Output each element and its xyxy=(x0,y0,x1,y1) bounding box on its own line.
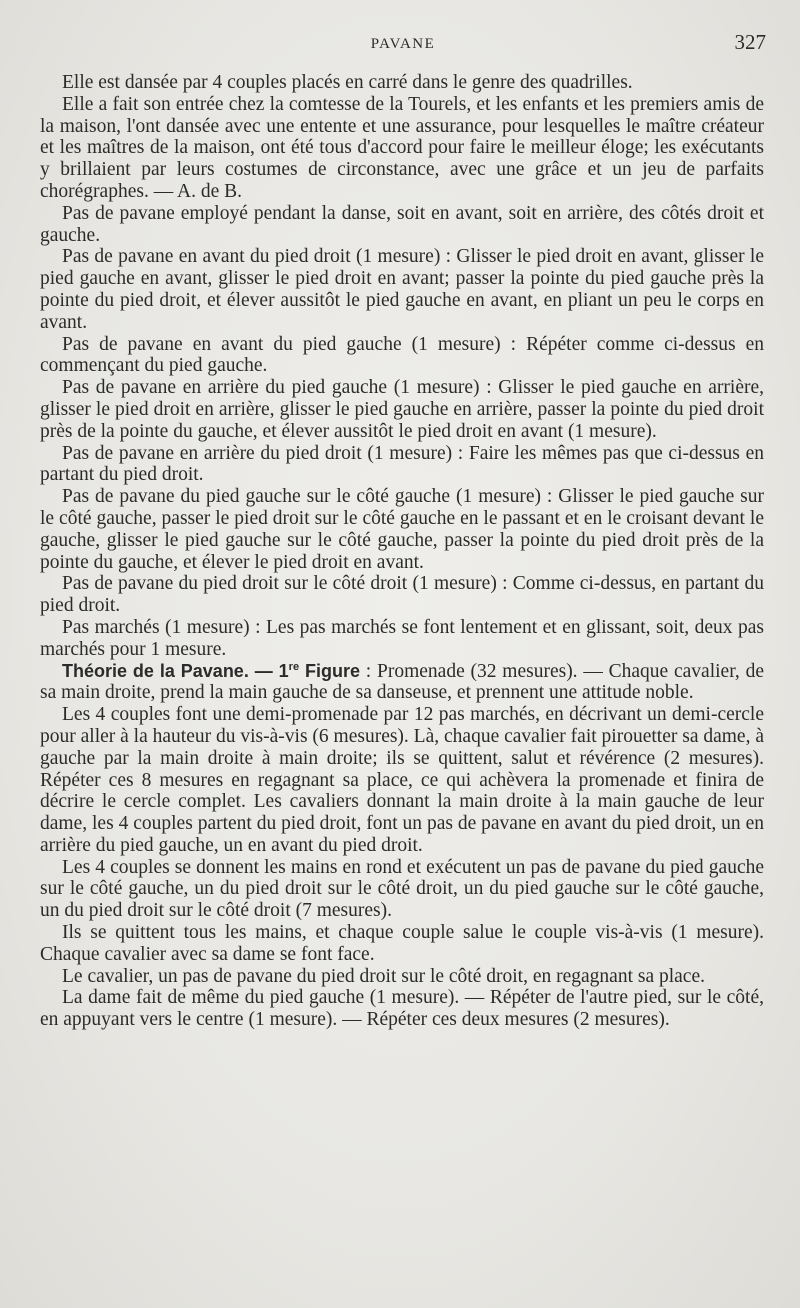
paragraph-rond: Les 4 couples se donnent les mains en rond et exécutent un pas de pavane du pied gauche sur le côté gauche, un du pied droit sur le côté droit, un du pied gauche sur le côté gauche, un du pied droit sur le côté droit (7 mesures). xyxy=(40,856,764,922)
paragraph-intro: Elle est dansée par 4 couples placés en carré dans le genre des quadrilles. xyxy=(62,72,633,93)
paragraph-arriere-droit: Pas de pavane en arrière du pied droit (1 mesure) : Faire les mêmes pas que ci-dessus en partant du pied droit. xyxy=(40,442,764,486)
paragraph-arriere-gauche: Pas de pavane en arrière du pied gauche (1 mesure) : Glisser le pied gauche en arrière, glisser le pied droit en arrière, glisser le pied gauche en arrière, passer la pointe du pied droit près de la pointe du gauche, et élever aussitôt le pied droit en avant (1 mesure). xyxy=(40,377,764,442)
paragraph-history: Elle a fait son entrée chez la comtesse de la Tourels, et les enfants et les premiers amis de la maison, l'ont dansée avec une entente et une assurance, pour lesquelles le maître créateur et les maîtres de la maison, ont été tous d'accord pour faire le meilleur éloge; les exécutants y brillaient par leurs costumes de circonstance, avec une grâce et un jeu de parfaits chorégraphes. — A. de B. xyxy=(40,93,764,202)
ordinal-superscript: re xyxy=(288,660,300,673)
paragraph-cote-droit: Pas de pavane du pied droit sur le côté droit (1 mesure) : Comme ci-dessus, en partant du pied droit. xyxy=(40,573,764,617)
page-number: 327 xyxy=(734,30,766,54)
paragraph-dame: La dame fait de même du pied gauche (1 mesure). — Répéter de l'autre pied, sur le côté, en appuyant vers le centre (1 mesure). — Répéter ces deux mesures (2 mesures). xyxy=(40,987,764,1031)
paragraph-demi-promenade: Les 4 couples font une demi-promenade par 12 pas marchés, en décrivant un demi-cercle pour aller à la hauteur du vis-à-vis (6 mesures). Là, chaque cavalier fait pirouetter sa dame, à gauche par la main droite à main droite; ils se quittent, salut et révérence (2 mesures). Répéter ces 8 mesures en regagnant sa place, ce qui achèvera la promenade et finira de décrire le cercle complet. Les cavaliers donnant la main droite à la main gauche de leur dame, les 4 couples partent du pied droit, font un pas de pavane en avant du pied droit, un en arrière du pied gauche, un en avant du pied droit. xyxy=(40,704,764,856)
section-heading xyxy=(62,661,360,681)
section-heading-text: : Promenade (32 mesures). — Chaque cavalier, de sa main droite, prend la main gauche de sa danseuse, et prennent une attitude noble. xyxy=(40,660,764,704)
paragraph-avant-gauche: Pas de pavane en avant du pied gauche (1 mesure) : Répéter comme ci-dessus en commençant du pied gauche. xyxy=(40,333,764,377)
paragraph-theorie xyxy=(40,661,764,705)
paragraph-cote-gauche: Pas de pavane du pied gauche sur le côté gauche (1 mesure) : Glisser le pied gauche sur le côté gauche, passer le pied droit sur le côté gauche en le passant et en le croisant devant le gauche, glisser le pied gauche sur le côté gauche, passer la pointe du pied droit près de la pointe du gauche, et élever le pied droit en avant. xyxy=(40,486,764,573)
paragraph-salut: Ils se quittent tous les mains, et chaque couple salue le couple vis-à-vis (1 mesure). Chaque cavalier avec sa dame se font face. xyxy=(40,922,764,965)
paragraph-pas-marches: Pas marchés (1 mesure) : Les pas marchés se font lentement et en glissant, soit, deux pas marchés pour 1 mesure. xyxy=(40,616,764,660)
paragraph-cavalier: Le cavalier, un pas de pavane du pied droit sur le côté droit, en regagnant sa place. xyxy=(62,965,705,987)
body-text xyxy=(40,72,764,1031)
paragraph-pas-employe: Pas de pavane employé pendant la danse, soit en avant, soit en arrière, des côtés droit et gauche. xyxy=(40,202,764,246)
running-head: PAVANE xyxy=(370,36,436,52)
page-header xyxy=(40,30,766,58)
paragraph-avant-droit: Pas de pavane en avant du pied droit (1 mesure) : Glisser le pied droit en avant, glisser le pied gauche en avant, glisser le pied droit en avant; passer la pointe du pied gauche près la pointe du pied droit, et élever aussitôt le pied gauche en avant, en pliant un peu le corps en avant. xyxy=(40,246,764,333)
section-heading-figure: Figure xyxy=(299,660,360,681)
section-heading-title: Théorie de la Pavane. — 1 xyxy=(62,660,289,681)
